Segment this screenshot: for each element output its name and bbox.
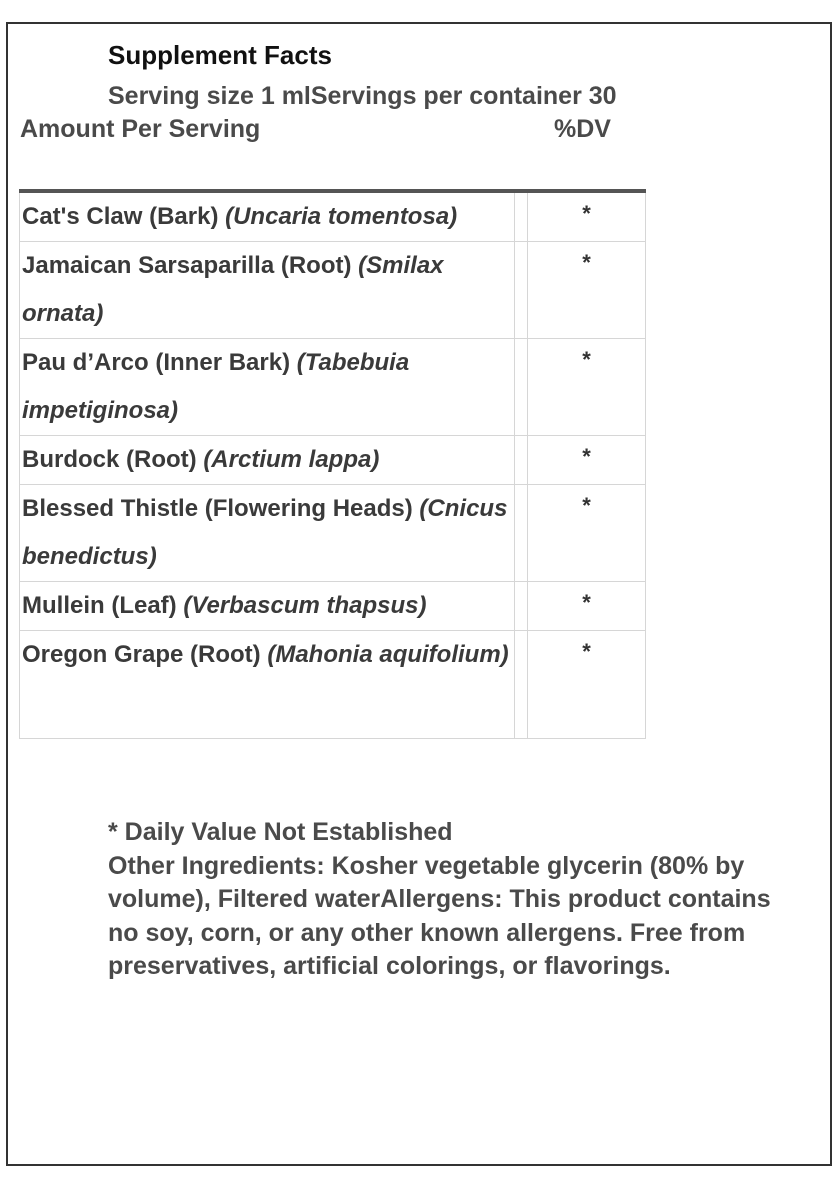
dv-footnote: * Daily Value Not Established bbox=[108, 818, 453, 846]
ingredient-name: Mullein (Leaf) (Verbascum thapsus) bbox=[22, 592, 427, 619]
ingredient-dv: * bbox=[582, 201, 591, 226]
ingredient-name: Jamaican Sarsaparilla (Root) (Smilax ornata) bbox=[22, 252, 444, 327]
ingredients-table bbox=[19, 189, 646, 739]
ingredient-dv: * bbox=[582, 444, 591, 469]
ingredient-row bbox=[19, 631, 646, 739]
ingredient-dv: * bbox=[582, 493, 591, 518]
ingredient-name: Oregon Grape (Root) (Mahonia aquifolium) bbox=[22, 641, 509, 668]
ingredient-row bbox=[19, 436, 646, 485]
ingredient-latin-name: (Verbascum thapsus) bbox=[183, 592, 427, 619]
ingredient-row bbox=[19, 339, 646, 436]
ingredient-row bbox=[19, 485, 646, 582]
ingredient-name: Pau d’Arco (Inner Bark) (Tabebuia impetiginosa) bbox=[22, 349, 410, 424]
ingredient-latin-name: (Mahonia aquifolium) bbox=[267, 641, 509, 668]
ingredient-row bbox=[19, 193, 646, 242]
ingredient-name: Cat's Claw (Bark) (Uncaria tomentosa) bbox=[22, 203, 458, 230]
page-title: Supplement Facts bbox=[108, 40, 332, 70]
dv-header: %DV bbox=[554, 115, 611, 143]
ingredient-latin-name: (Cnicus benedictus) bbox=[22, 495, 508, 570]
serving-info: Serving size 1 mlServings per container 30 bbox=[108, 82, 617, 110]
ingredient-latin-name: (Uncaria tomentosa) bbox=[225, 203, 458, 230]
ingredient-dv: * bbox=[582, 347, 591, 372]
other-ingredients: Other Ingredients: Kosher vegetable glycerin (80% by volume), Filtered waterAllergens: This product contains no soy, corn, or any other known allergens. Free from preservatives, artificial colorings, or flavorings. bbox=[108, 851, 771, 980]
ingredient-latin-name: (Smilax ornata) bbox=[22, 252, 444, 327]
ingredient-name: Burdock (Root) (Arctium lappa) bbox=[22, 446, 380, 473]
ingredient-dv: * bbox=[582, 250, 591, 275]
ingredient-latin-name: (Arctium lappa) bbox=[203, 446, 380, 473]
ingredient-row bbox=[19, 242, 646, 339]
ingredient-name: Blessed Thistle (Flowering Heads) (Cnicus benedictus) bbox=[22, 495, 508, 570]
footer-notes bbox=[108, 816, 808, 984]
ingredient-dv: * bbox=[582, 639, 591, 664]
ingredient-row bbox=[19, 582, 646, 631]
ingredient-latin-name: (Tabebuia impetiginosa) bbox=[22, 349, 410, 424]
ingredient-dv: * bbox=[582, 590, 591, 615]
amount-per-serving-header: Amount Per Serving bbox=[20, 115, 261, 143]
